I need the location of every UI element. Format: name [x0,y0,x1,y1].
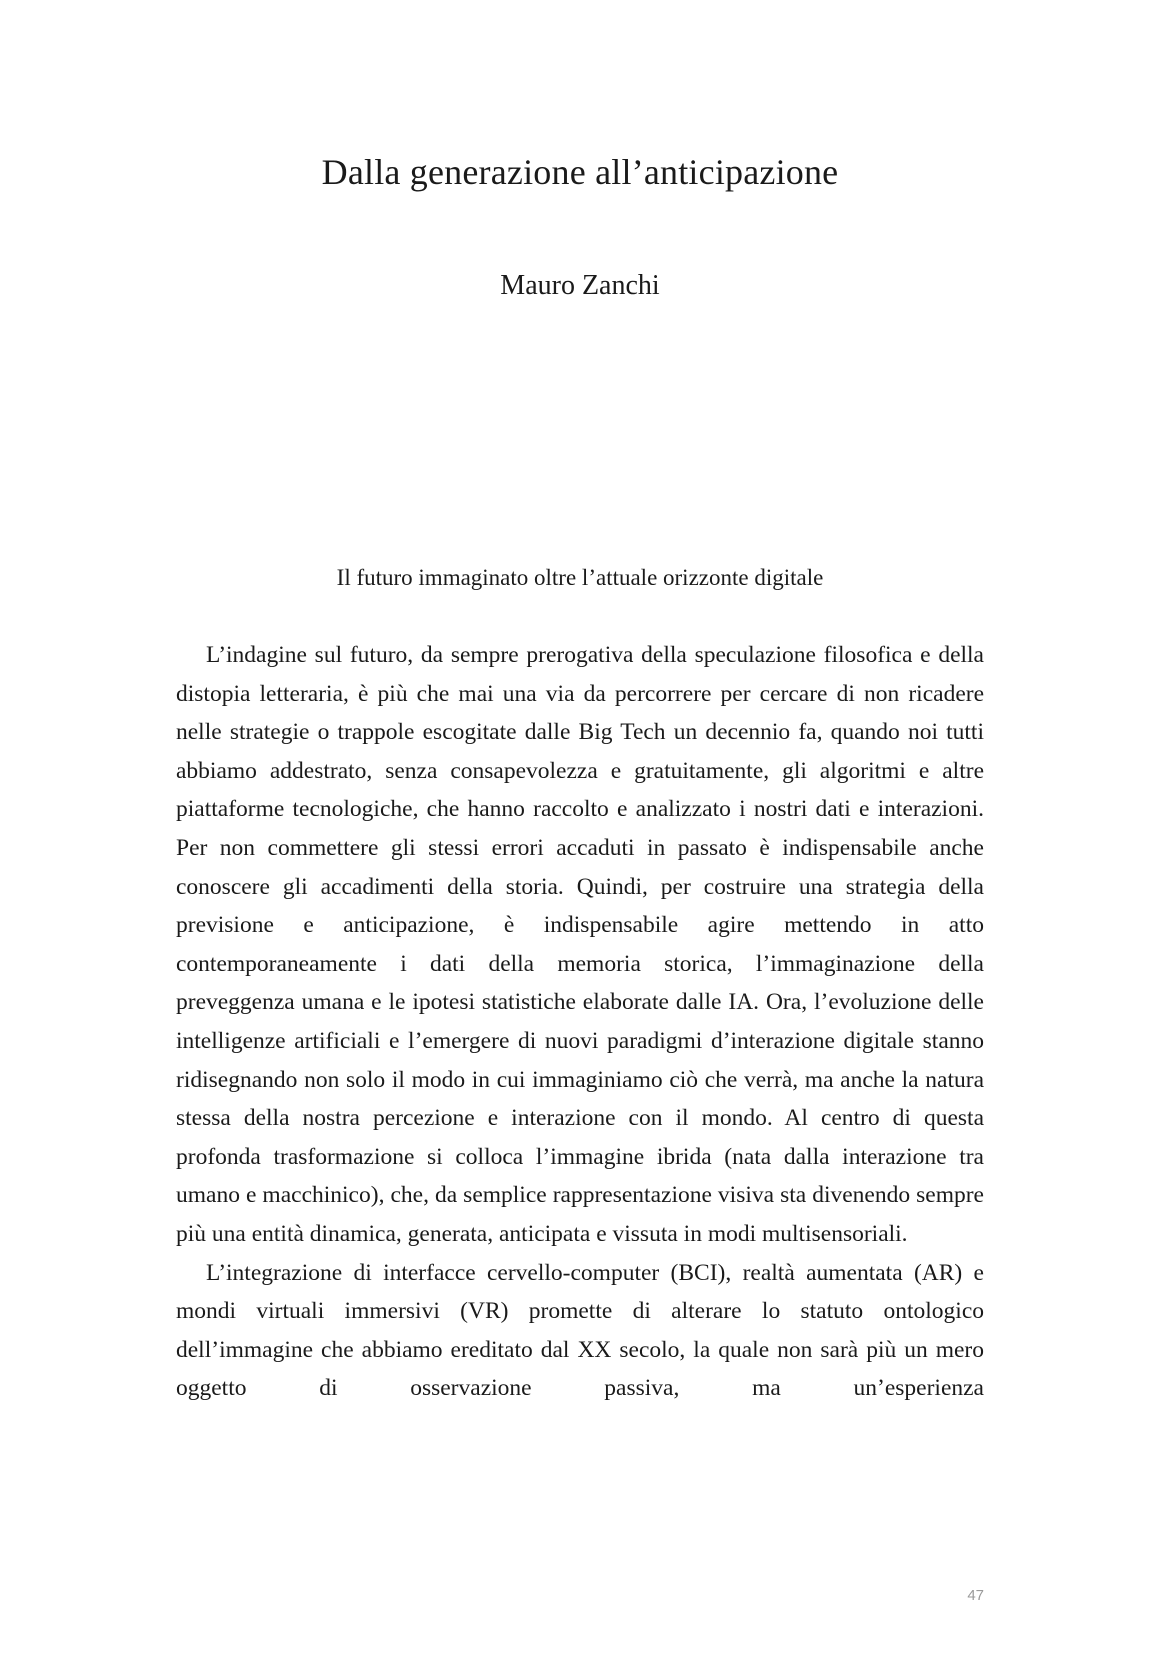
author-name: Mauro Zanchi [500,270,660,301]
paragraph: L’indagine sul futuro, da sempre prerogativa della speculazione filosofica e della distopia letteraria, è più che mai una via da percorrere per cercare di non ricadere nelle strategie o trappole escogitate dalle Big Tech un decennio fa, quando noi tutti abbiamo addestrato, senza consapevolezza e gratuitamente, gli algoritmi e altre piattaforme tecnologiche, che hanno raccolto e analizzato i nostri dati e interazioni. Per non commettere gli stessi errori accaduti in passato è indispensabile anche conoscere gli accadimenti della storia. Quindi, per costruire una strategia della previsione e anticipazione, è indispensabile agire mettendo in atto contemporaneamente i dati della memoria storica, l’immaginazione della preveggenza umana e le ipotesi statistiche elaborate dalle IA. Ora, l’evoluzione delle intelligenze artificiali e l’emergere di nuovi paradigmi d’interazione digitale stanno ridisegnando non solo il modo in cui immaginiamo ciò che verrà, ma anche la natura stessa della nostra percezione e interazione con il mondo. Al centro di questa profonda trasformazione si colloca l’immagine ibrida (nata dalla interazione tra umano e macchinico), che, da semplice rappresentazione visiva sta divenendo sempre più una entità dinamica, generata, anticipata e vissuta in modi multisensoriali. [176,642,984,1247]
paragraph: L’integrazione di interfacce cervello-computer (BCI), realtà aumentata (AR) e mondi virtuali immersivi (VR) promette di alterare lo statuto ontologico dell’immagine che abbiamo ereditato dal XX secolo, la quale non sarà più un mero oggetto di osservazione passiva, ma un’esperienza [176,1259,984,1402]
body-text [176,636,984,1408]
page-title: Dalla generazione all’anticipazione [321,152,839,192]
page-number: 47 [967,1587,984,1604]
section-heading: Il futuro immaginato oltre l’attuale orizzonte digitale [336,565,824,590]
